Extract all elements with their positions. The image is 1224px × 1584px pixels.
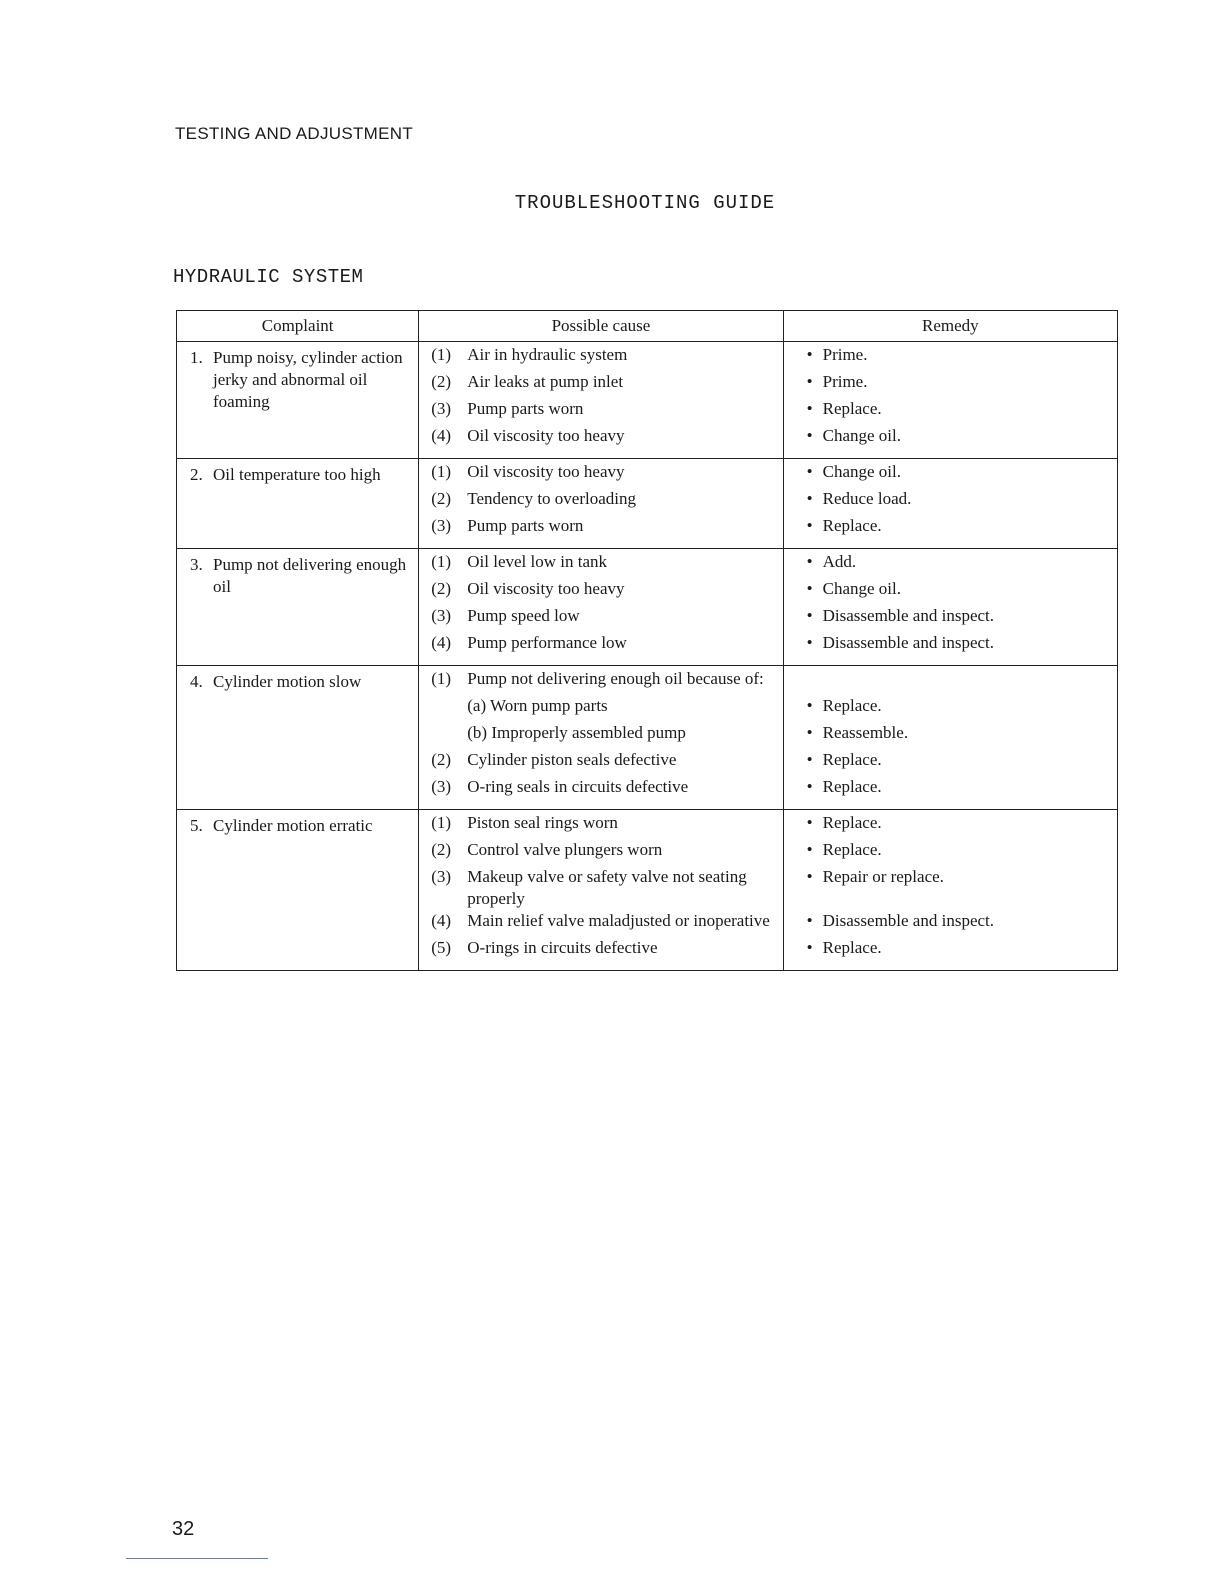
complaint-text: Pump not delivering enough oil [213,555,407,596]
cause-item [419,344,782,371]
cause-number: (3) [431,399,452,418]
troubleshooting-table [176,310,1118,971]
header-possible-cause: Possible cause [419,311,783,342]
remedy-item [784,910,1117,937]
cause-text: Pump performance low [467,633,627,652]
cause-item [419,839,782,866]
bullet-icon: • [806,516,813,535]
cause-text: Makeup valve or safety valve not seating properly [467,867,747,908]
cause-text: Piston seal rings worn [467,813,618,832]
remedy-item [784,371,1117,398]
cause-number: (3) [431,777,452,796]
cause-text: Oil viscosity too heavy [467,462,625,481]
cause-number: (4) [431,633,452,652]
remedy-text: Prime. [822,372,868,391]
running-head: TESTING AND ADJUSTMENT [175,124,414,143]
complaint [177,342,418,413]
cause-text: O-rings in circuits defective [467,938,658,957]
remedy-text: Replace. [822,750,882,769]
complaint-number: 3. [190,555,203,574]
bullet-icon: • [806,723,813,742]
remedy-text: Add. [822,552,857,571]
remedy-text: Replace. [822,696,882,715]
remedy-item [784,812,1117,839]
remedy-text: Prime. [822,345,868,364]
remedy-item [784,515,1117,542]
table-row [177,810,1118,971]
section-title: HYDRAULIC SYSTEM [173,266,364,288]
remedy-item [784,839,1117,866]
page-title: TROUBLESHOOTING GUIDE [514,192,776,214]
cause-item [419,632,782,659]
cause-item [419,937,782,964]
bullet-icon: • [806,867,813,886]
remedy-item [784,776,1117,803]
scan-edge-rule [126,1558,268,1559]
remedy-text: Replace. [822,840,882,859]
complaint-cell [177,666,419,810]
bullet-icon: • [806,579,813,598]
cause-item [419,461,782,488]
remedy-item [784,398,1117,425]
cause-number: (2) [431,579,452,598]
bullet-icon: • [806,552,813,571]
bullet-icon: • [806,426,813,445]
remedy-item [784,344,1117,371]
remedy-text: Replace. [822,777,882,796]
bullet-icon: • [806,372,813,391]
possible-cause-cell [419,666,783,810]
remedy-text: Reassemble. [822,723,909,742]
cause-number: (3) [431,516,452,535]
bullet-icon: • [806,911,813,930]
table-body [177,342,1118,971]
remedy-item [784,551,1117,578]
cause-number: (1) [431,552,452,571]
cause-number: (1) [431,345,452,364]
complaint-text: Cylinder motion slow [213,672,362,691]
possible-cause-cell [419,459,783,549]
complaint-text: Oil temperature too high [213,465,381,484]
complaint-cell [177,549,419,666]
possible-cause-cell [419,342,783,459]
remedy-item [784,632,1117,659]
remedy-cell [783,666,1117,810]
cause-item [419,722,782,749]
cause-item [419,578,782,605]
cause-number: (1) [431,669,452,688]
cause-number: (2) [431,840,452,859]
header-remedy: Remedy [783,311,1117,342]
cause-number: (1) [431,462,452,481]
cause-text: Oil viscosity too heavy [467,426,625,445]
complaint-cell [177,342,419,459]
cause-number [419,722,467,749]
remedy-item [784,749,1117,776]
cause-item [419,515,782,542]
complaint-cell [177,459,419,549]
cause-number: (4) [431,911,452,930]
cause-number: (2) [431,489,452,508]
cause-number: (2) [431,750,452,769]
complaint [177,549,418,598]
complaint [177,666,418,693]
cause-text: Air in hydraulic system [467,345,628,364]
cause-item [419,866,782,910]
remedy-text: Disassemble and inspect. [822,911,995,930]
cause-number: (5) [431,938,452,957]
bullet-icon: • [806,938,813,957]
complaint [177,459,418,486]
cause-text: Pump not delivering enough oil because of: [467,669,764,688]
remedy-item [784,937,1117,964]
complaint-number: 2. [190,465,203,484]
cause-text: Main relief valve maladjusted or inoperative [467,911,770,930]
cause-text: Pump parts worn [467,516,584,535]
cause-text: O-ring seals in circuits defective [467,777,689,796]
remedy-text: Change oil. [822,579,902,598]
remedy-item [784,488,1117,515]
remedy-item [784,425,1117,452]
remedy-text: Repair or replace. [822,867,944,886]
bullet-icon: • [806,399,813,418]
cause-text: Pump parts worn [467,399,584,418]
bullet-icon: • [806,813,813,832]
bullet-icon: • [806,606,813,625]
cause-item [419,605,782,632]
possible-cause-cell [419,549,783,666]
cause-number: (2) [431,372,452,391]
cause-number: (1) [431,813,452,832]
cause-number: (3) [431,867,452,886]
remedy-text: Replace. [822,938,882,957]
remedy-item [784,866,1117,910]
cause-text: (b) Improperly assembled pump [467,723,686,742]
bullet-icon: • [806,345,813,364]
cause-number [419,695,467,722]
cause-text: Control valve plungers worn [467,840,663,859]
cause-item [419,551,782,578]
cause-item [419,695,782,722]
cause-item [419,910,782,937]
remedy-text: Replace. [822,813,882,832]
complaint-cell [177,810,419,971]
cause-item [419,398,782,425]
cause-text: (a) Worn pump parts [467,696,608,715]
cause-item [419,488,782,515]
table-row [177,459,1118,549]
remedy-item [784,605,1117,632]
cause-number: (3) [431,606,452,625]
cause-text: Cylinder piston seals defective [467,750,677,769]
cause-text: Oil level low in tank [467,552,608,571]
remedy-item [784,722,1117,749]
complaint-text: Cylinder motion erratic [213,816,373,835]
remedy-text: Disassemble and inspect. [822,606,995,625]
remedy-text: Disassemble and inspect. [822,633,995,652]
cause-number: (4) [431,426,452,445]
table-row [177,549,1118,666]
cause-item [419,812,782,839]
table-row [177,342,1118,459]
cause-item [419,371,782,398]
cause-item [419,776,782,803]
cause-text: Air leaks at pump inlet [467,372,624,391]
cause-text: Oil viscosity too heavy [467,579,625,598]
page-number: 32 [172,1518,195,1540]
bullet-icon: • [806,462,813,481]
remedy-item [784,578,1117,605]
complaint-number: 4. [190,672,203,691]
remedy-text: Replace. [822,516,882,535]
remedy-item [784,461,1117,488]
table-row [177,666,1118,810]
remedy-text: Replace. [822,399,882,418]
bullet-icon: • [806,777,813,796]
cause-item [419,749,782,776]
bullet-icon: • [806,750,813,769]
remedy-text: Reduce load. [822,489,912,508]
bullet-icon: • [806,489,813,508]
remedy-text: Change oil. [822,462,902,481]
cause-text: Pump speed low [467,606,580,625]
remedy-cell [783,549,1117,666]
remedy-item [784,695,1117,722]
complaint-text: Pump noisy, cylinder action jerky and abnormal oil foaming [213,348,403,411]
bullet-icon: • [806,696,813,715]
remedy-text: Change oil. [822,426,902,445]
complaint [177,810,418,837]
possible-cause-cell [419,810,783,971]
complaint-number: 1. [190,348,203,367]
complaint-number: 5. [190,816,203,835]
header-complaint: Complaint [177,311,419,342]
cause-item [419,668,782,695]
remedy-cell [783,459,1117,549]
remedy-cell [783,810,1117,971]
cause-text: Tendency to overloading [467,489,637,508]
cause-item [419,425,782,452]
remedy-cell [783,342,1117,459]
table-header-row [177,311,1118,342]
bullet-icon: • [806,633,813,652]
bullet-icon: • [806,840,813,859]
